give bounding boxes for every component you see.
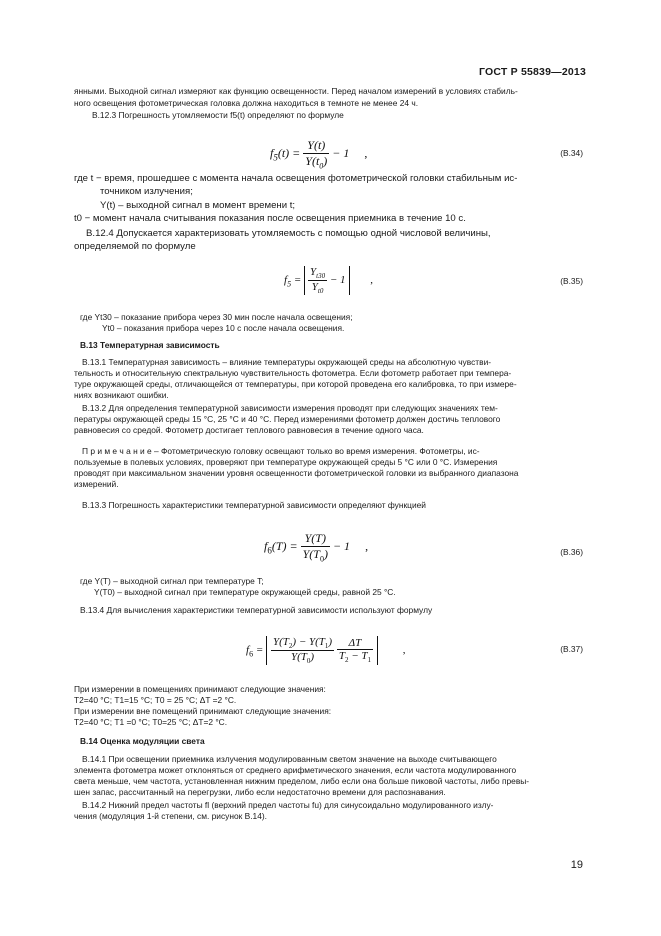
paragraph-b13-4: В.13.4 Для вычисления характеристики температурной зависимости используют формулу <box>80 605 433 615</box>
equation-number-b34: (В.34) <box>560 148 583 158</box>
note-line: проводят при максимальном значении уровня освещенности фотометрической головки из выбранного диапазона <box>74 468 519 478</box>
b13-2-line: В.13.2 Для определения температурной зависимости измерения проводят при следующих значениях тем- <box>82 403 498 413</box>
b13-1-line: тельность и относительную спектральную чувствительность фотометра. Если фотометр работает при темпера- <box>74 368 512 378</box>
note-line: пользуемые в полевых условиях, проверяют при температуре окружающей среды 5 °С или 0 °С. Измерения <box>74 457 498 467</box>
equation-number-b37: (В.37) <box>560 644 583 654</box>
paragraph-b14-2 <box>74 800 586 822</box>
paragraph-b12-4-line-2: определяемой по формуле <box>74 241 196 252</box>
paragraph-b12-3: В.12.3 Погрешность утомляемости f5(t) определяют по формуле <box>92 110 344 120</box>
where-y-of-t: где Y(T) – выходной сигнал при температуре T; <box>80 576 264 586</box>
b13-1-line: ниях возникают ошибки. <box>74 390 169 400</box>
paragraph-b13-1 <box>74 357 586 401</box>
where-yt30: где Yt30 – показание прибора через 30 мин после начала освещения; <box>80 312 353 322</box>
page-number: 19 <box>570 859 583 871</box>
b14-1-line: света меньше, чем частота, установленная нижним пределом, либо если она больше пиковой частоты, либо превы- <box>74 776 530 786</box>
paragraph-b13-2 <box>74 403 586 436</box>
where-yt: Y(t) – выходной сигнал в момент времени t; <box>100 200 296 211</box>
paragraph-b14-1 <box>74 754 586 798</box>
equation-b35: $f_5$ = $\frac{Y_{t30}}{Y_{t0}}$ − 1 , <box>284 266 374 296</box>
b14-2-line: В.14.2 Нижний предел частоты fl (верхний предел частоты fu) для синусоидально модулированного излу- <box>82 800 494 810</box>
section-title-b13: В.13 Температурная зависимость <box>80 340 220 350</box>
equation-number-b35: (В.35) <box>560 276 583 286</box>
condition-line: T2=40 °С; T1=15 °С; T0 = 25 °С; ΔT =2 °С. <box>74 695 237 705</box>
note-line: измерений. <box>74 479 119 489</box>
equation-b34: $f_5(t)$ = $\frac{Y(t)}{Y(t_0)}$ − 1 , <box>270 138 368 171</box>
b14-1-line: В.14.1 При освещении приемника излучения модулированным светом значение на выходе считывающего <box>82 754 497 764</box>
where-yt0: Yt0 – показания прибора через 10 с после начала освещения. <box>102 323 345 333</box>
conditions <box>74 684 331 728</box>
b14-1-line: шен запас, рассчитанный на перегрузки, либо если недостаточно времени для распознавания. <box>74 787 446 797</box>
note-line: П р и м е ч а н и е – Фотометрическую головку освещают только во время измерения. Фотометры, ис- <box>82 446 480 456</box>
note-b13 <box>74 446 586 490</box>
b14-2-line: чения (модуляция 1-й степени, см. рисунок В.14). <box>74 811 267 821</box>
paragraph-b12-4-line-1: В.12.4 Допускается характеризовать утомляемость с помощью одной числовой величины, <box>86 228 491 239</box>
equation-b37: $f_6$ = $\frac{Y(T_2) - Y(T_1)}{Y(T_0)}$ $\frac{\Delta T}{T_2 - T_1}$ , <box>246 636 406 666</box>
condition-line: При измерении вне помещений принимают следующие значения: <box>74 706 332 716</box>
equation-b36: $f_6(T)$ = $\frac{Y(T)}{Y(T_0)}$ − 1 , <box>264 531 369 564</box>
section-title-b14: В.14 Оценка модуляции света <box>80 736 205 746</box>
where-t0: t0 − момент начала считывания показания после освещения приемника в течение 10 с. <box>74 213 466 224</box>
where-y-of-t0: Y(T0) – выходной сигнал при температуре окружающей среды, равной 25 °С. <box>94 587 396 597</box>
condition-line: При измерении в помещениях принимают следующие значения: <box>74 684 326 694</box>
where-t-line-a: где t − время, прошедшее с момента начала освещения фотометрической головки стабильным ис- <box>74 173 518 184</box>
equation-number-b36: (В.36) <box>560 547 583 557</box>
b13-2-line: равновесия со средой. Фотометр достигает теплового равновесия в течение одного часа. <box>74 425 424 435</box>
b14-1-line: элемента фотометра может отклоняться от среднего арифметического значения, если частота модулированного <box>74 765 517 775</box>
b13-1-line: туре окружающей среды, отличающейся от температуры, при которой проведена его калибровка, то при измере- <box>74 379 517 389</box>
condition-line: T2=40 °С; T1 =0 °С; T0=25 °С; ΔT=2 °С. <box>74 717 228 727</box>
paragraph-b13-3: В.13.3 Погрешность характеристики температурной зависимости определяют функцией <box>82 500 426 510</box>
b13-2-line: пературы окружающей среды 15 °С, 25 °С и 40 °С. Перед измерениями фотометр должен достичь теплового <box>74 414 501 424</box>
where-t-line-b: точником излучения; <box>100 186 193 197</box>
document-header: ГОСТ Р 55839—2013 <box>478 66 586 78</box>
intro-line-2: ного освещения фотометрическая головка должна находиться в темноте не менее 24 ч. <box>74 98 419 108</box>
intro-line-1: янными. Выходной сигнал измеряют как функцию освещенности. Перед началом измерений в условиях стабиль- <box>74 86 518 96</box>
b13-1-line: В.13.1 Температурная зависимость – влияние температуры окружающей среды на абсолютную чувстви- <box>82 357 492 367</box>
